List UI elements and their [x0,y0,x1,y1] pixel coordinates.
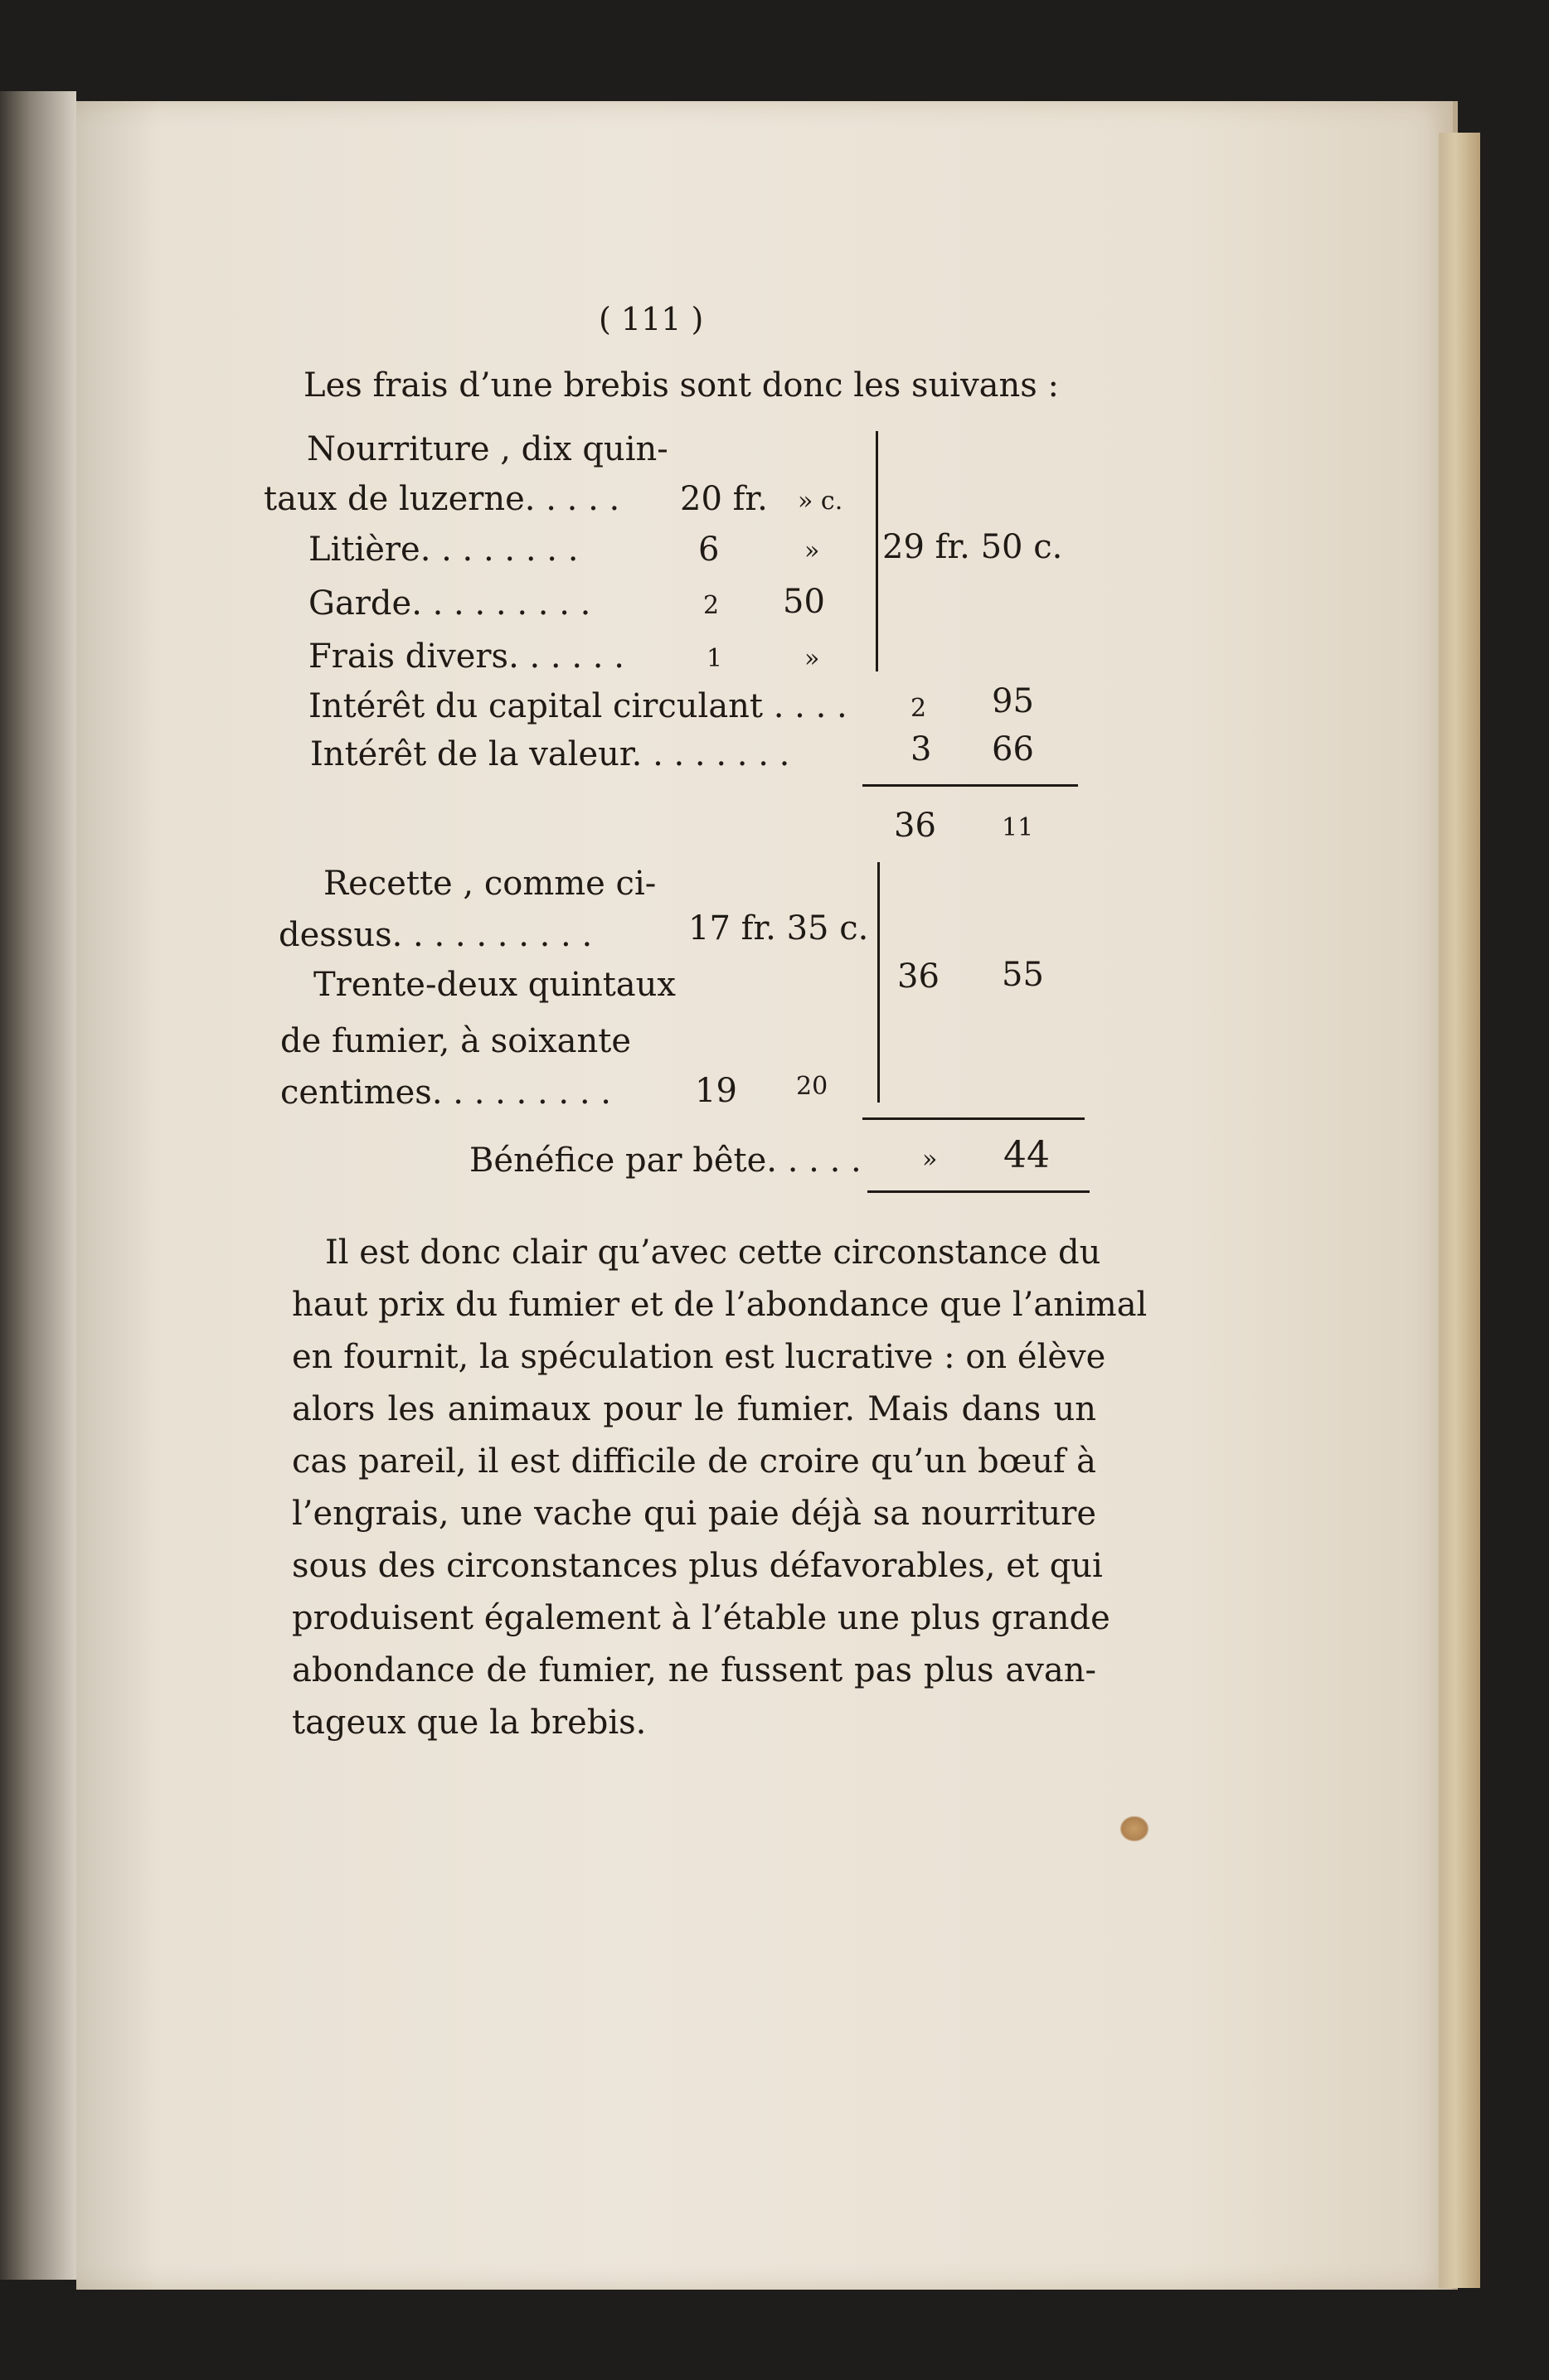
cost-garde: Garde. . . . . . . . . [308,584,591,623]
cost-total-rule [862,784,1078,787]
paragraph-line: l’engrais, une vache qui paie déjà sa nourriture [292,1495,1096,1533]
benefit-label: Bénéfice par bête. . . . . [469,1142,862,1180]
ink-stain [1119,1815,1149,1842]
receipt-fumier-line3: centimes. . . . . . . . . [280,1074,611,1112]
paragraph-line: Il est donc clair qu’avec cette circonstance du [325,1234,1101,1272]
cost-frais-divers-centimes: » [804,644,820,673]
facing-page-edge [0,91,76,2280]
heading: Les frais d’une brebis sont donc les suivans : [303,366,1059,405]
paragraph-line: cas pareil, il est difficile de croire qu’un bœuf à [292,1442,1096,1481]
paragraph-line: produisent également à l’étable une plus grande [292,1599,1110,1637]
cost-garde-francs: 2 [703,591,720,620]
cost-interet-capital-centimes: 95 [992,682,1034,720]
paragraph-line: haut prix du fumier et de l’abondance que l’animal [292,1286,1148,1324]
cost-subtotal: 29 fr. 50 c. [882,528,1063,566]
page-fore-edge [1439,133,1480,2288]
cost-interet-valeur-francs: 3 [910,730,932,768]
benefit-rule [867,1190,1090,1193]
cost-litiere-centimes: » [804,536,820,565]
cost-total-francs: 36 [894,807,936,845]
cost-interet-valeur: Intérêt de la valeur. . . . . . . . [310,735,790,773]
receipt-fumier-line1: Trente-deux quintaux [313,966,676,1004]
cost-frais-divers: Frais divers. . . . . . [308,637,624,676]
paragraph-line: en fournit, la spéculation est lucrative : on élève [292,1338,1106,1376]
receipt-fumier-francs: 19 [695,1072,737,1110]
paragraph-line: tageux que la brebis. [292,1704,647,1742]
receipt-recette-line1: Recette , comme ci- [323,865,657,903]
benefit-francs: » [922,1145,938,1174]
cost-total-centimes: 11 [1002,813,1034,842]
cost-interet-capital: Intérêt du capital circulant . . . . [308,687,847,725]
cost-frais-divers-francs: 1 [707,644,723,673]
cost-nourriture-centimes: » c. [798,487,843,516]
receipt-brace [877,862,890,1103]
paragraph-line: alors les animaux pour le fumier. Mais dans un [292,1390,1096,1428]
cost-interet-capital-francs: 2 [910,694,927,723]
cost-interet-valeur-centimes: 66 [992,730,1034,768]
receipt-fumier-centimes: 20 [796,1072,828,1101]
receipt-recette-line2: dessus. . . . . . . . . . [279,916,593,954]
receipt-total-francs: 36 [897,957,940,996]
page-number: ( 111 ) [599,301,704,337]
cost-brace [866,431,878,671]
benefit-centimes: 44 [1003,1134,1050,1176]
cost-garde-centimes: 50 [783,583,825,621]
paragraph-line: sous des circonstances plus défavorables, et qui [292,1547,1103,1585]
book-page [76,101,1458,2290]
receipt-recette-value: 17 fr. 35 c. [688,909,869,948]
paragraph-line: abondance de fumier, ne fussent pas plus avan- [292,1651,1096,1689]
receipt-total-rule [862,1117,1085,1120]
body-paragraph [292,1227,1148,1749]
cost-nourriture-line2: taux de luzerne. . . . . [264,480,620,518]
cost-nourriture-francs: 20 fr. [680,480,768,518]
receipt-total-centimes: 55 [1002,956,1044,994]
receipt-fumier-line2: de fumier, à soixante [280,1022,631,1060]
cost-litiere-francs: 6 [698,531,720,569]
cost-litiere: Litière. . . . . . . . [308,531,579,569]
cost-nourriture-line1: Nourriture , dix quin- [307,430,668,468]
